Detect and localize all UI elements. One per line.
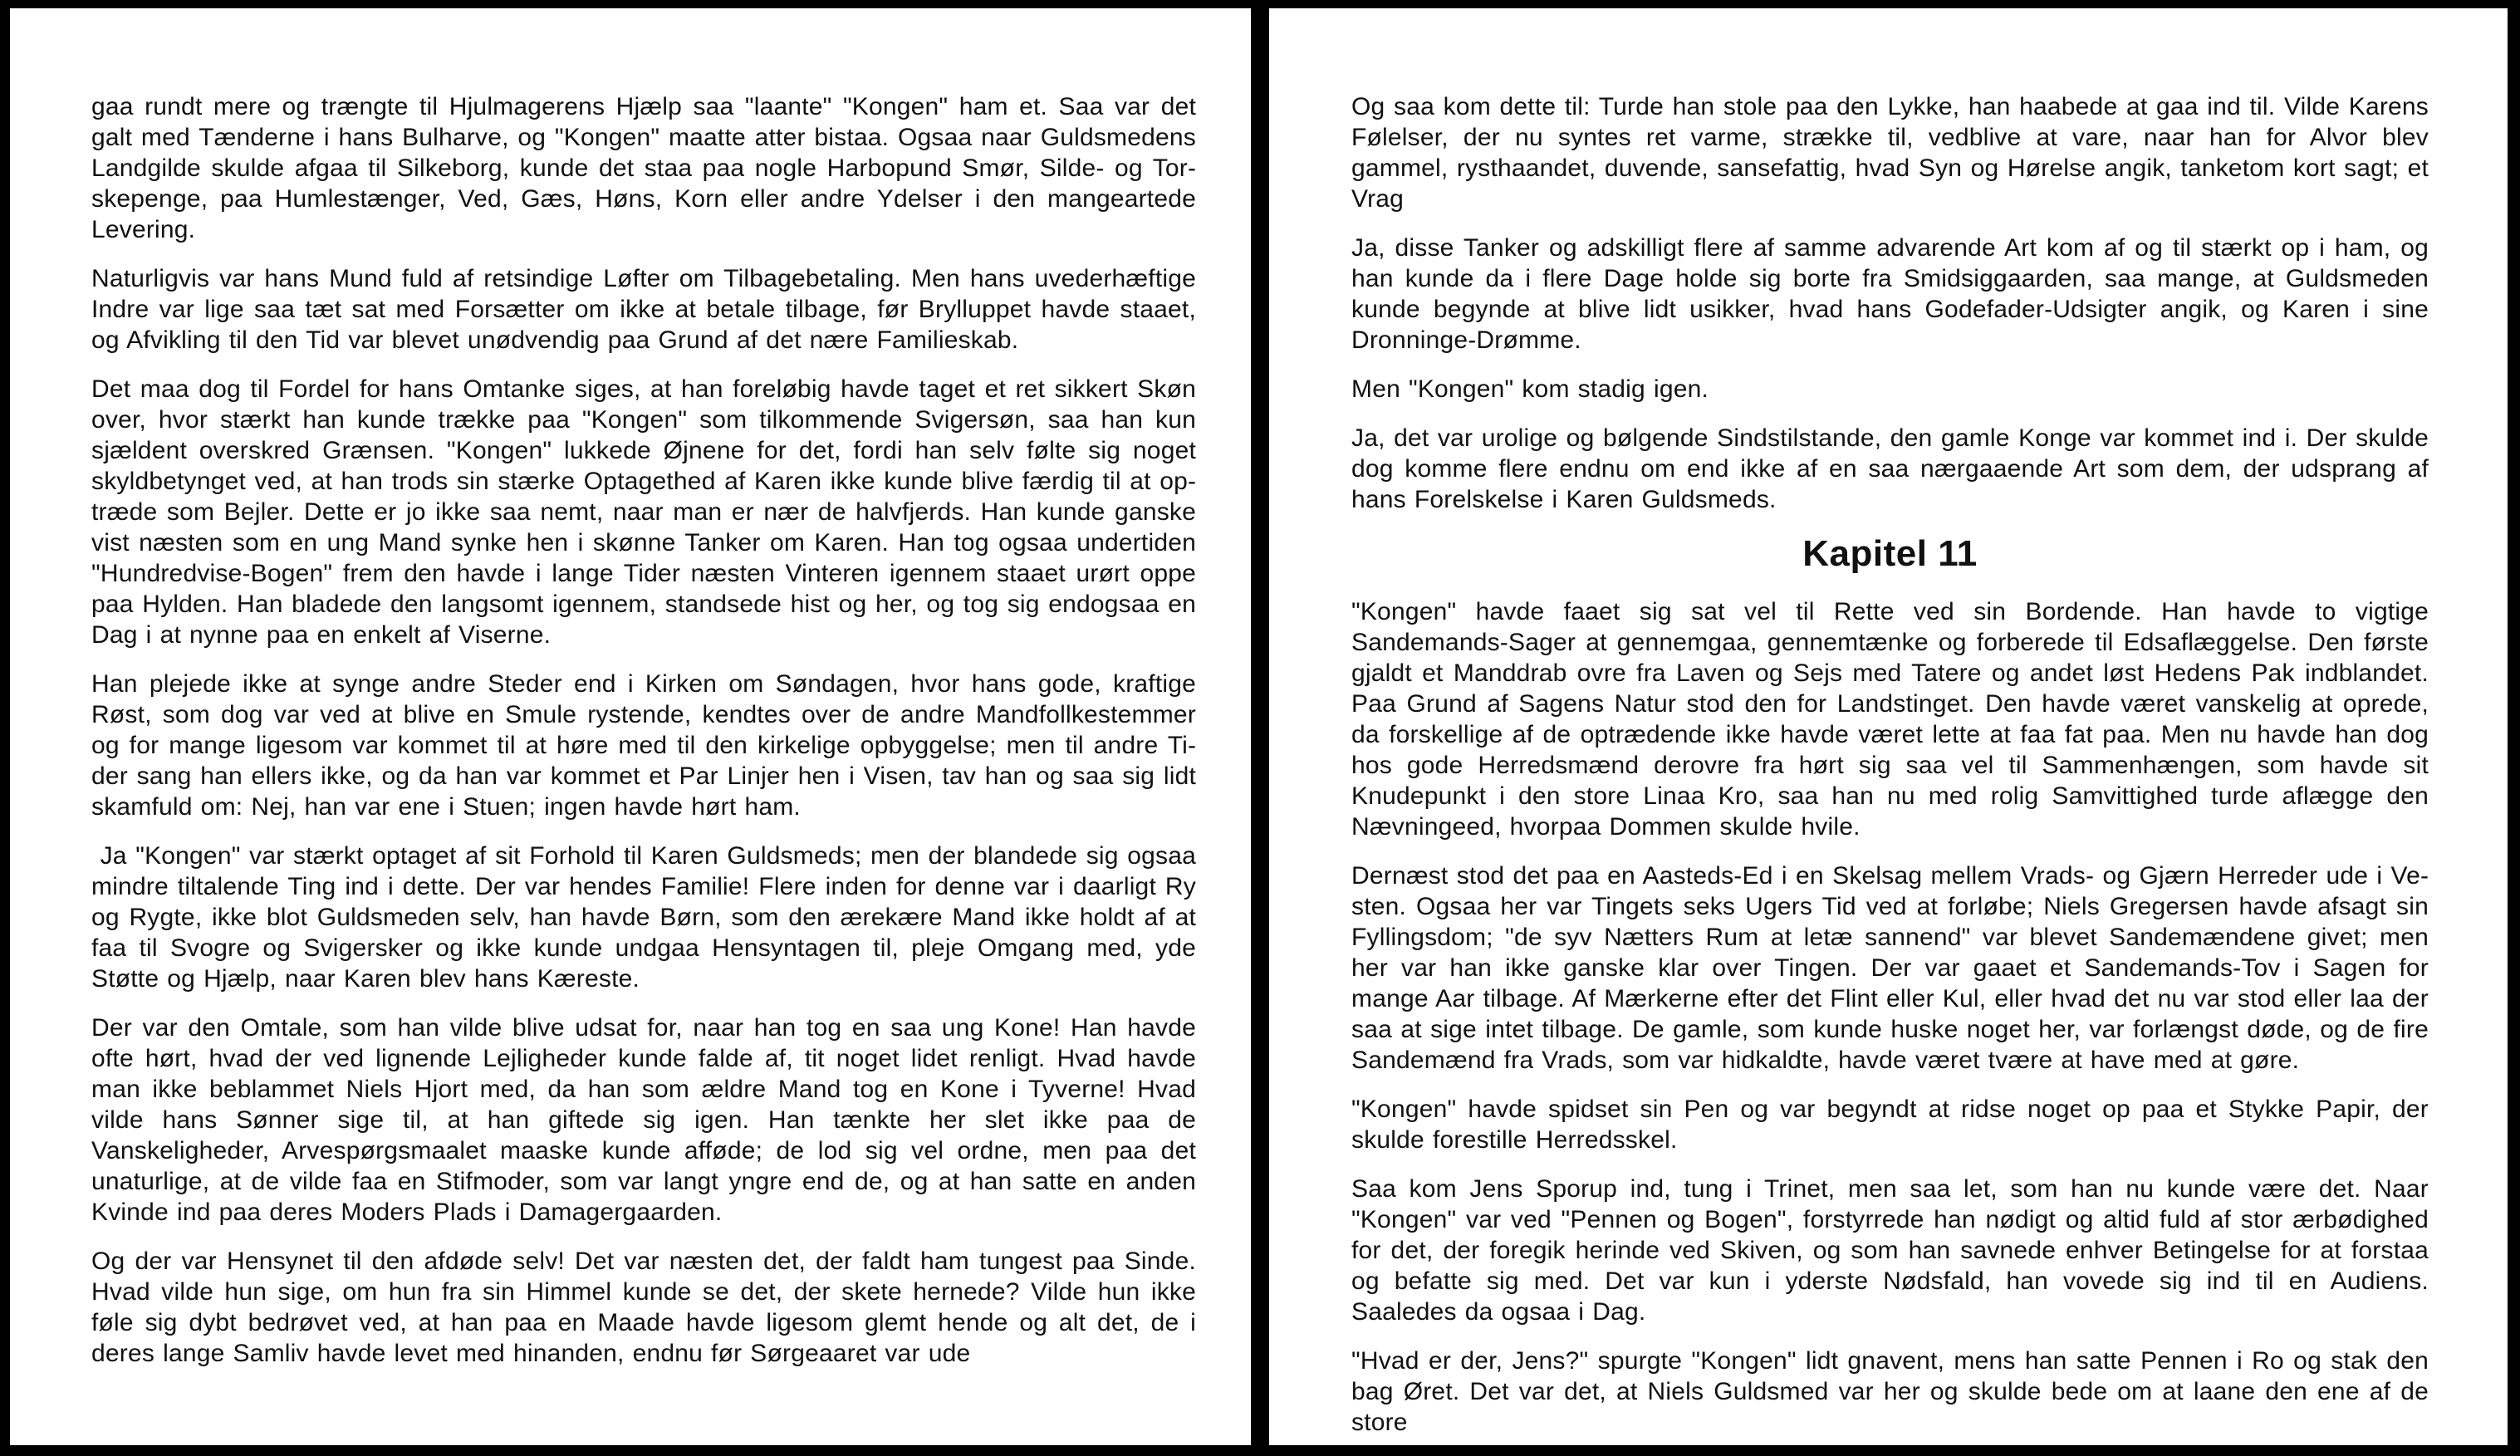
paragraph: Ja, det var urolige og bølgende Sindstilstande, den gamle Konge var kommet ind i. Der skulde dog komme flere endnu om end ikke af en saa nærgaaende Art som dem, der udsprang af hans Forelskelse i Karen Guldsmeds. bbox=[1351, 424, 2429, 513]
paragraph: Ja "Kongen" var stærkt optaget af sit Forhold til Karen Guldsmeds; men der blandede sig ogsaa mindre tiltalende Ting ind i dette. Der var hendes Familie! Flere inden for denne var i daarligt Ry og Rygte, ikke blot Guldsmeden selv, han havde Børn, som den ærekære Mand ikke holdt af at faa til Svogre og Svigersker og ikke kunde undgaa Hensyntagen til, pleje Omgang med, yde Støtte og Hjælp, naar Karen blev hans Kæreste. bbox=[91, 842, 1196, 993]
paragraph: Han plejede ikke at synge andre Steder end i Kirken om Søndagen, hvor hans gode, kraftige Røst, som dog var ved at blive en Smule rystende, kendtes over de andre Mandfollkestemmer og for mange ligesom var kommet til at høre med til den kirkelige opbyggelse; men til andre Tider sang han ellers ikke, og da han var kommet et Par Linjer hen i Visen, tav han og saa sig lidt skamfuld om: Nej, han var ene i Stuen; ingen havde hørt ham. bbox=[91, 670, 1196, 821]
left-page bbox=[10, 8, 1251, 1445]
paragraph: Ja, disse Tanker og adskilligt flere af samme advarende Art kom af og til stærkt op i ham, og han kunde da i flere Dage holde sig borte fra Smidsiggaarden, saa mange, at Guldsmeden kunde begynde at blive lidt usikker, hvad hans Godefader-Udsigter angik, og Karen i sine Dronninge-Drømme. bbox=[1351, 234, 2429, 354]
paragraph: Der var den Omtale, som han vilde blive udsat for, naar han tog en saa ung Kone! Han havde ofte hørt, hvad der ved lignende Lejligheder kunde falde af, tit noget lidet renligt. Hvad havde man ikke beblammet Niels Hjort med, da han som ældre Mand tog en Kone i Tyverne! Hvad vilde hans Sønner sige til, at han giftede sig igen. Han tænkte her slet ikke paa de Vanskeligheder, Arvespørgsmaalet maaske kunde afføde; de lod sig vel ordne, men paa det unaturlige, at de vilde faa en Stifmoder, som var langt yngre end de, og at han satte en anden Kvinde ind paa deres Moders Plads i Damagergaarden. bbox=[91, 1014, 1196, 1226]
paragraph: Saa kom Jens Sporup ind, tung i Trinet, men saa let, som han nu kunde være det. Naar "Kongen" var ved "Pennen og Bogen", forstyrrede han nødigt og altid fuld af stor ærbødighed for det, der foregik herinde ved Skiven, og som han savnede enhver Betingelse for at forstaa og befatte sig med. Det var kun i yderste Nødsfald, han vovede sig ind til en Audiens. Saaledes da ogsaa i Dag. bbox=[1351, 1175, 2429, 1326]
paragraph: Og saa kom dette til: Turde han stole paa den Lykke, han haabede at gaa ind til. Vilde Karens Følelser, der nu syntes ret varme, strække til, vedblive at vare, naar han for Alvor blev gammel, rysthaandet, duvende, sansefattig, hvad Syn og Hørelse angik, tanketom kort sagt; et Vrag bbox=[1351, 93, 2429, 213]
paragraph: Dernæst stod det paa en Aasteds-Ed i en Skelsag mellem Vrads- og Gjærn Herreder ude i Vesten. Ogsaa her var Tingets seks Ugers Tid ved at forløbe; Niels Gregersen havde afsagt sin Fyllingsdom; "de syv Nætters Rum at letæ sannend" var blevet Sandemændene givet; men her var han ikke ganske klar over Tingen. Der var gaaet et Sandemands-Tov i Sagen for mange Aar tilbage. Af Mærkerne efter det Flint eller Kul, eller hvad det nu var stod eller laa der saa at sige intet tilbage. De gamle, som kunde huske noget her, var forlængst døde, og de fire Sandemænd fra Vrads, som var hidkaldte, havde været tvære at have med at gøre. bbox=[1351, 862, 2429, 1074]
paragraph: "Kongen" havde faaet sig sat vel til Rette ved sin Bordende. Han havde to vigtige Sandemands-Sager at gennemgaa, gennemtænke og forberede til Edsaflæggelse. Den første gjaldt et Manddrab ovre fra Laven og Sejs med Tatere og andet løst Hedens Pak indblandet. Paa Grund af Sagens Natur stod den for Landstinget. Den havde været vanskelig at oprede, da forskellige af de optrædende ikke havde været lette at faa fat paa. Men nu havde han dog hos gode Herredsmænd derovre fra hørt sig saa vel til Sammenhængen, som havde sit Knudepunkt i den store Linaa Kro, saa han nu med rolig Samvittighed turde aflægge den Nævningeed, hvorpaa Dommen skulde hvile. bbox=[1351, 598, 2429, 841]
paragraph: Og der var Hensynet til den afdøde selv! Det var næsten det, der faldt ham tungest paa Sinde. Hvad vilde hun sige, om hun fra sin Himmel kunde se det, der skete hernede? Vilde hun ikke føle sig dybt bedrøvet ved, at han paa en Maade havde ligesom glemt hende og alt det, de i deres lange Samliv havde levet med hinanden, endnu før Sørgeaaret var ude bbox=[91, 1248, 1196, 1367]
paragraph: "Hvad er der, Jens?" spurgte "Kongen" lidt gnavent, mens han satte Pennen i Ro og stak den bag Øret. Det var det, at Niels Guldsmed var her og skulde bede om at laane den ene af de store bbox=[1351, 1347, 2429, 1436]
paragraph: Men "Kongen" kom stadig igen. bbox=[1351, 375, 1709, 403]
right-page bbox=[1269, 8, 2508, 1445]
paragraph: Naturligvis var hans Mund fuld af retsindige Løfter om Tilbagebetaling. Men hans uvederhæftige Indre var lige saa tæt sat med Forsætter om ikke at betale tilbage, før Brylluppet havde staaet, og Afvikling til den Tid var blevet unødvendig paa Grund af det nære Familieskab. bbox=[91, 265, 1196, 354]
paragraph: "Kongen" havde spidset sin Pen og var begyndt at ridse noget op paa et Stykke Papir, der skulde forestille Herredsskel. bbox=[1351, 1096, 2429, 1154]
chapter-heading: Kapitel 11 bbox=[1802, 533, 1978, 574]
paragraph: gaa rundt mere og trængte til Hjulmagerens Hjælp saa "laante" "Kongen" ham et. Saa var det galt med Tænderne i hans Bulharve, og "Kongen" maatte atter bistaa. Ogsaa naar Guldsmedens Landgilde skulde afgaa til Silkeborg, kunde det staa paa nogle Harbopund Smør, Silde- og Torskepenge, paa Humlestænger, Ved, Gæs, Høns, Korn eller andre Ydelser i den mangeartede Levering. bbox=[91, 93, 1196, 243]
paragraph: Det maa dog til Fordel for hans Omtanke siges, at han foreløbig havde taget et ret sikkert Skøn over, hvor stærkt han kunde trække paa "Kongen" som tilkommende Svigersøn, saa han kun sjældent overskred Grænsen. "Kongen" lukkede Øjnene for det, fordi han selv følte sig noget skyldbetynget ved, at han trods sin stærke Optagethed af Karen ikke kunde blive færdig til at optræde som Bejler. Dette er jo ikke saa nemt, naar man er nær de halvfjerds. Han kunde ganske vist næsten som en ung Mand synke hen i skønne Tanker om Karen. Han tog ogsaa undertiden "Hundredvise-Bogen" frem den havde i lange Tider næsten Vinteren igennem staaet urørt oppe paa Hylden. Han bladede den langsomt igennem, standsede hist og her, og tog sig endogsaa en Dag i at nynne paa en enkelt af Viserne. bbox=[91, 375, 1196, 649]
